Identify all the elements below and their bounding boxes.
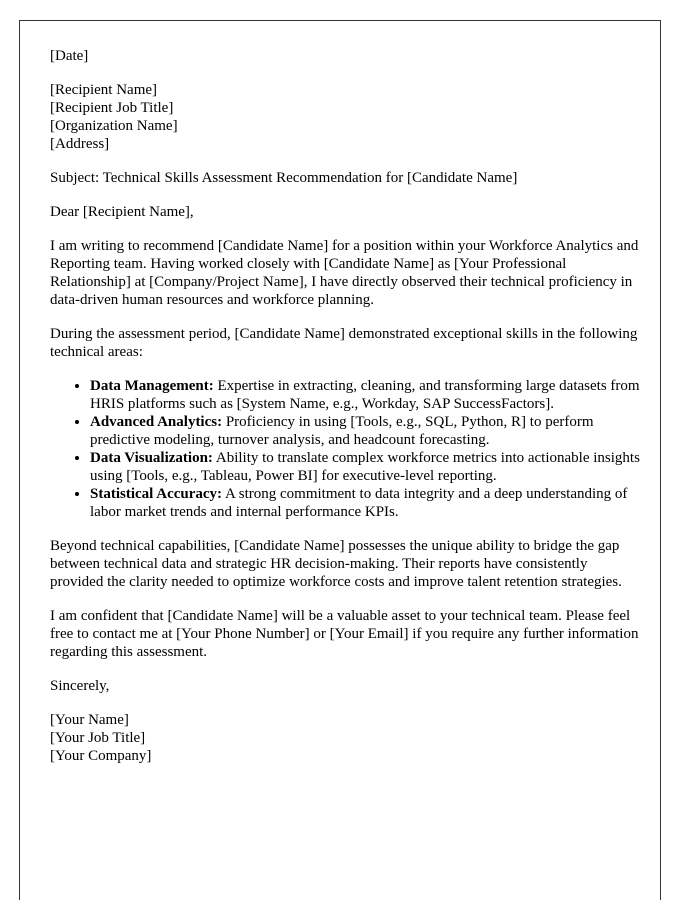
recipient-address: [Address] — [50, 136, 110, 152]
assessment-paragraph: During the assessment period, [Candidate Name] demonstrated exceptional skills in the following technical areas: — [50, 326, 638, 360]
letter-page — [19, 20, 661, 900]
skill-item-statistical-accuracy — [90, 485, 640, 521]
letter-salutation: Dear [Recipient Name], — [50, 204, 194, 220]
closing-paragraph: I am confident that [Candidate Name] will be a valuable asset to your technical team. Please feel free to contact me at [Your Phone Number] or [Your Email] if you require any further information regarding this assessment. — [50, 608, 639, 660]
letter-date: [Date] — [50, 48, 89, 64]
signature-job-title: [Your Job Title] — [50, 730, 146, 746]
skill-label: Advanced Analytics: — [90, 414, 223, 430]
signature-name: [Your Name] — [50, 712, 129, 728]
skill-label: Statistical Accuracy: — [90, 486, 223, 502]
signature-block — [50, 711, 640, 765]
recipient-name: [Recipient Name] — [50, 82, 158, 98]
letter-content — [50, 47, 640, 765]
skill-item-advanced-analytics — [90, 413, 640, 449]
recipient-block — [50, 81, 640, 153]
signature-company: [Your Company] — [50, 748, 152, 764]
letter-subject: Subject: Technical Skills Assessment Recommendation for [Candidate Name] — [50, 170, 518, 186]
skill-text: Expertise in extracting, cleaning, and transforming large datasets from HRIS platforms such as [System Name, e.g., Workday, SAP SuccessFactors]. — [90, 378, 640, 412]
skill-item-data-visualization — [90, 449, 640, 485]
skill-label: Data Visualization: — [90, 450, 213, 466]
recipient-organization: [Organization Name] — [50, 118, 178, 134]
skill-label: Data Management: — [90, 378, 214, 394]
skills-list — [50, 377, 640, 521]
recipient-job-title: [Recipient Job Title] — [50, 100, 174, 116]
skill-text: Ability to translate complex workforce metrics into actionable insights using [Tools, e.g., Tableau, Power BI] for executive-level reporting. — [90, 450, 640, 484]
skill-text: Proficiency in using [Tools, e.g., SQL, Python, R] to perform predictive modeling, turnover analysis, and headcount forecasting. — [90, 414, 594, 448]
letter-signoff: Sincerely, — [50, 678, 110, 694]
skill-item-data-management — [90, 377, 640, 413]
beyond-paragraph: Beyond technical capabilities, [Candidate Name] possesses the unique ability to bridge the gap between technical data and strategic HR decision-making. Their reports have consistently provided the clarity needed to optimize workforce costs and improve talent retention strategies. — [50, 538, 622, 590]
skill-text: A strong commitment to data integrity and a deep understanding of labor market trends and internal performance KPIs. — [90, 486, 628, 520]
intro-paragraph: I am writing to recommend [Candidate Name] for a position within your Workforce Analytics and Reporting team. Having worked closely with [Candidate Name] as [Your Professional Relationship] at [Company/Project Name], I have directly observed their technical proficiency in data-driven human resources and workforce planning. — [50, 238, 639, 308]
